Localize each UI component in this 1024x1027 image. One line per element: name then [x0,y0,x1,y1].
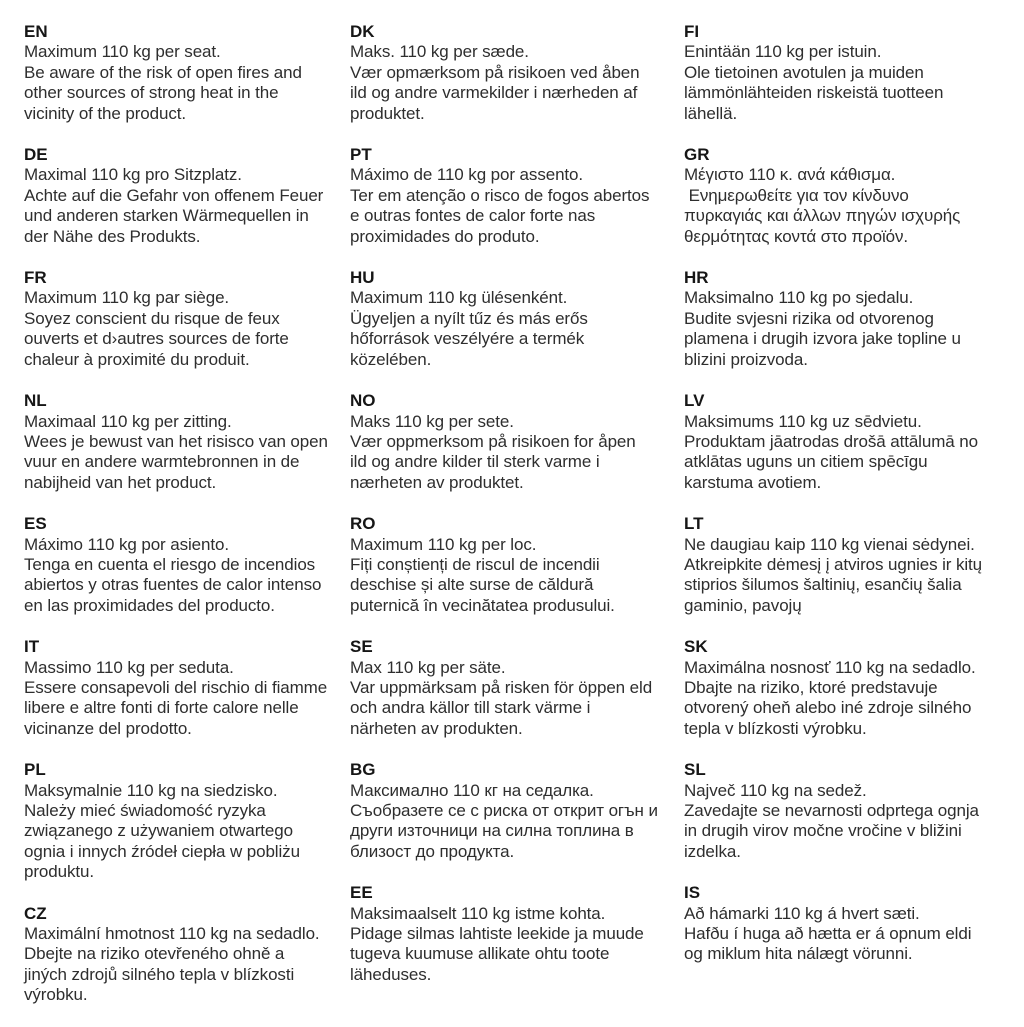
text-line: Maksimalno 110 kg po sjedalu. [684,288,914,308]
text-line: vicinity of the product. [24,103,187,123]
text-line: deschise și alte surse de căldură [350,575,594,595]
text-line: Maximal 110 kg pro Sitzplatz. [24,165,242,185]
text-line: Ter em atenção o risco de fogos abertos [350,185,650,205]
text-line: der Nähe des Produkts. [24,226,201,246]
language-block-gr [684,145,1024,247]
language-block-ro [350,514,684,616]
text-line: lämmönlähteiden riskeistä tuotteen [684,83,944,103]
text-line: Največ 110 kg na sedež. [684,780,867,800]
text-line: karstuma avotiem. [684,472,822,492]
text-line: Maximum 110 kg per loc. [350,534,537,554]
language-block-dk [350,22,684,124]
text-line: other sources of strong heat in the [24,83,279,103]
text-line: Ole tietoinen avotulen ja muiden [684,62,924,82]
language-block-no [350,391,684,493]
text-line: e outras fontes de calor forte nas [350,206,596,226]
language-code: LT [684,514,704,534]
language-block-es [24,514,350,616]
language-block-cz [24,904,350,1006]
language-block-bg [350,760,684,862]
text-line: in drugih virov močne vročine v bližini [684,821,962,841]
text-line: Pidage silmas lahtiste leekide ja muude [350,924,644,944]
text-line: θερμότητας κοντά στο προϊόν. [684,226,909,246]
text-line: Soyez conscient du risque de feux [24,308,280,328]
text-line: ild og andre varmekilder i nærheden af [350,83,638,103]
text-line: közelében. [350,349,432,369]
text-line: nabijheid van het product. [24,472,217,492]
text-line: Maksymalnie 110 kg na siedzisko. [24,780,278,800]
text-line: Maximálna nosnosť 110 kg na sedadlo. [684,657,976,677]
text-line: tepla v blízkosti výrobku. [684,718,867,738]
text-line: libere e altre fonti di forte calore nelle [24,698,299,718]
text-line: en las proximidades del producto. [24,595,275,615]
text-line: proximidades do produto. [350,226,540,246]
text-line: Budite svjesni rizika od otvorenog [684,308,934,328]
text-line: plamena i drugih izvora jake topline u [684,329,961,349]
text-line: produktet. [350,103,425,123]
language-code: PT [350,145,372,165]
language-code: FR [24,268,47,288]
text-line: gaminio, pavojų [684,595,802,615]
text-line: jiných zdrojů silného tepla v blízkosti [24,964,295,984]
text-line: ild og andre kilder til sterk varme i [350,452,600,472]
text-line: πυρκαγιάς και άλλων πηγών ισχυρής [684,206,961,226]
text-line: Μέγιστο 110 κ. ανά κάθισμα. [684,165,896,185]
text-line: lähellä. [684,103,738,123]
text-line: och andra källor till stark värme i [350,698,591,718]
language-code: FI [684,22,700,41]
text-line: близост до продукта. [350,841,515,861]
text-line: Dbejte na riziko otevřeného ohně a [24,944,285,964]
text-line: puternică în vecinătatea produsului. [350,595,615,615]
text-line: Съобразете се с риска от открит огън и [350,801,658,820]
language-block-fi [684,22,1024,124]
language-code: BG [350,760,376,780]
text-line: Massimo 110 kg per seduta. [24,657,234,677]
text-line: Fiți conștienți de riscul de incendii [350,554,600,574]
text-line: Należy mieć świadomość ryzyka [24,801,266,820]
language-block-lv [684,391,1024,493]
text-line: ouverts et d›autres sources de forte [24,329,289,349]
text-line: und anderen starken Wärmequellen in [24,206,309,226]
language-block-nl [24,391,350,493]
text-line: Maximaal 110 kg per zitting. [24,411,232,431]
text-line: Vær opmærksom på risikoen ved åben [350,62,640,82]
language-code: SE [350,637,373,657]
language-block-pt [350,145,684,247]
text-line: други източници на силна топлина в [350,821,634,841]
language-code: EN [24,22,48,41]
text-line: Var uppmärksam på risken för öppen eld [350,677,653,697]
text-line: izdelka. [684,841,741,861]
language-code: NL [24,391,47,411]
text-line: hőforrások veszélyére a termék [350,329,585,349]
language-block-fr [24,268,350,370]
text-line: ognia i innych źródeł ciepła w pobliżu [24,841,300,861]
text-line: Achte auf die Gefahr von offenem Feuer [24,185,324,205]
text-line: Enintään 110 kg per istuin. [684,42,882,62]
language-block-lt [684,514,1024,616]
text-line: läheduses. [350,964,432,984]
text-line: chaleur à proximité du produit. [24,349,250,369]
language-block-is [684,883,1024,965]
language-code: LV [684,391,705,411]
text-line: výrobku. [24,985,88,1005]
language-block-sl [684,760,1024,862]
text-line: Ügyeljen a nyílt tűz és más erős [350,308,588,328]
text-line: atklātas uguns un citiem spēcīgu [684,452,928,472]
text-line: Maximum 110 kg ülésenként. [350,288,568,308]
language-block-sk [684,637,1024,739]
language-code: SK [684,637,708,657]
text-line: Ne daugiau kaip 110 kg vienai sėdynei. [684,534,975,554]
text-line: Atkreipkite dėmesį į atviros ugnies ir kitų [684,554,983,574]
language-block-de [24,145,350,247]
text-line: blizini proizvoda. [684,349,808,369]
text-line: otvorený oheň alebo iné zdroje silného [684,698,972,718]
text-line: Максимално 110 кг на седалка. [350,780,594,800]
text-line: Maximální hmotnost 110 kg na sedadlo. [24,924,320,944]
language-code: DE [24,145,48,165]
text-line: Maximum 110 kg par siège. [24,288,230,308]
text-line: Máximo 110 kg por asiento. [24,534,229,554]
language-code: PL [24,760,46,780]
text-line: Maksimums 110 kg uz sēdvietu. [684,411,922,431]
text-line: Ενημερωθείτε για τον κίνδυνο [684,185,909,205]
language-code: NO [350,391,376,411]
text-line: Máximo de 110 kg por assento. [350,165,584,185]
text-line: tugeva kuumuse allikate ohtu toote [350,944,610,964]
language-block-pl [24,760,350,882]
language-code: EE [350,883,373,903]
text-line: produktu. [24,862,94,882]
language-block-en [24,22,350,124]
text-line: vuur en andere warmtebronnen in de [24,452,300,472]
text-line: og miklum hita nálægt vörunni. [684,944,913,964]
text-line: närheten av produkten. [350,718,523,738]
language-code: IT [24,637,40,657]
language-code: DK [350,22,375,41]
text-line: Að hámarki 110 kg á hvert sæti. [684,903,920,923]
text-line: Maximum 110 kg per seat. [24,42,221,62]
language-block-se [350,637,684,739]
language-block-hr [684,268,1024,370]
language-code: IS [684,883,701,903]
language-code: HU [350,268,375,288]
language-code: SL [684,760,706,780]
text-line: Zavedajte se nevarnosti odprtega ognja [684,801,979,820]
text-line: Produktam jāatrodas drošā attālumā no [684,431,978,451]
text-line: Maksimaalselt 110 kg istme kohta. [350,903,606,923]
language-code: CZ [24,903,47,923]
text-line: Be aware of the risk of open fires and [24,62,302,82]
text-line: związanego z używaniem otwartego [24,821,293,841]
language-code: GR [684,145,710,165]
text-line: Tenga en cuenta el riesgo de incendios [24,554,316,574]
text-line: Maks 110 kg per sete. [350,411,514,431]
text-line: vicinanze del prodotto. [24,718,192,738]
text-line: stiprios šilumos šaltinių, esančių šalia [684,575,962,595]
text-line: nærheten av produktet. [350,472,524,492]
language-code: RO [350,514,376,534]
text-line: Dbajte na riziko, ktoré predstavuje [684,677,938,697]
language-code: HR [684,268,709,288]
text-line: Max 110 kg per säte. [350,657,506,677]
text-line: Maks. 110 kg per sæde. [350,42,529,62]
text-line: Wees je bewust van het risisco van open [24,431,328,451]
text-line: Vær oppmerksom på risikoen for åpen [350,431,636,451]
language-block-it [24,637,350,739]
column-3 [684,22,1024,986]
column-2 [350,22,684,1006]
text-line: Hafðu í huga að hætta er á opnum eldi [684,924,972,944]
language-block-hu [350,268,684,370]
text-line: Essere consapevoli del rischio di fiamme [24,677,328,697]
text-line: abiertos y otras fuentes de calor intenso [24,575,322,595]
language-block-ee [350,883,684,985]
column-1 [24,22,350,1027]
language-code: ES [24,514,47,534]
